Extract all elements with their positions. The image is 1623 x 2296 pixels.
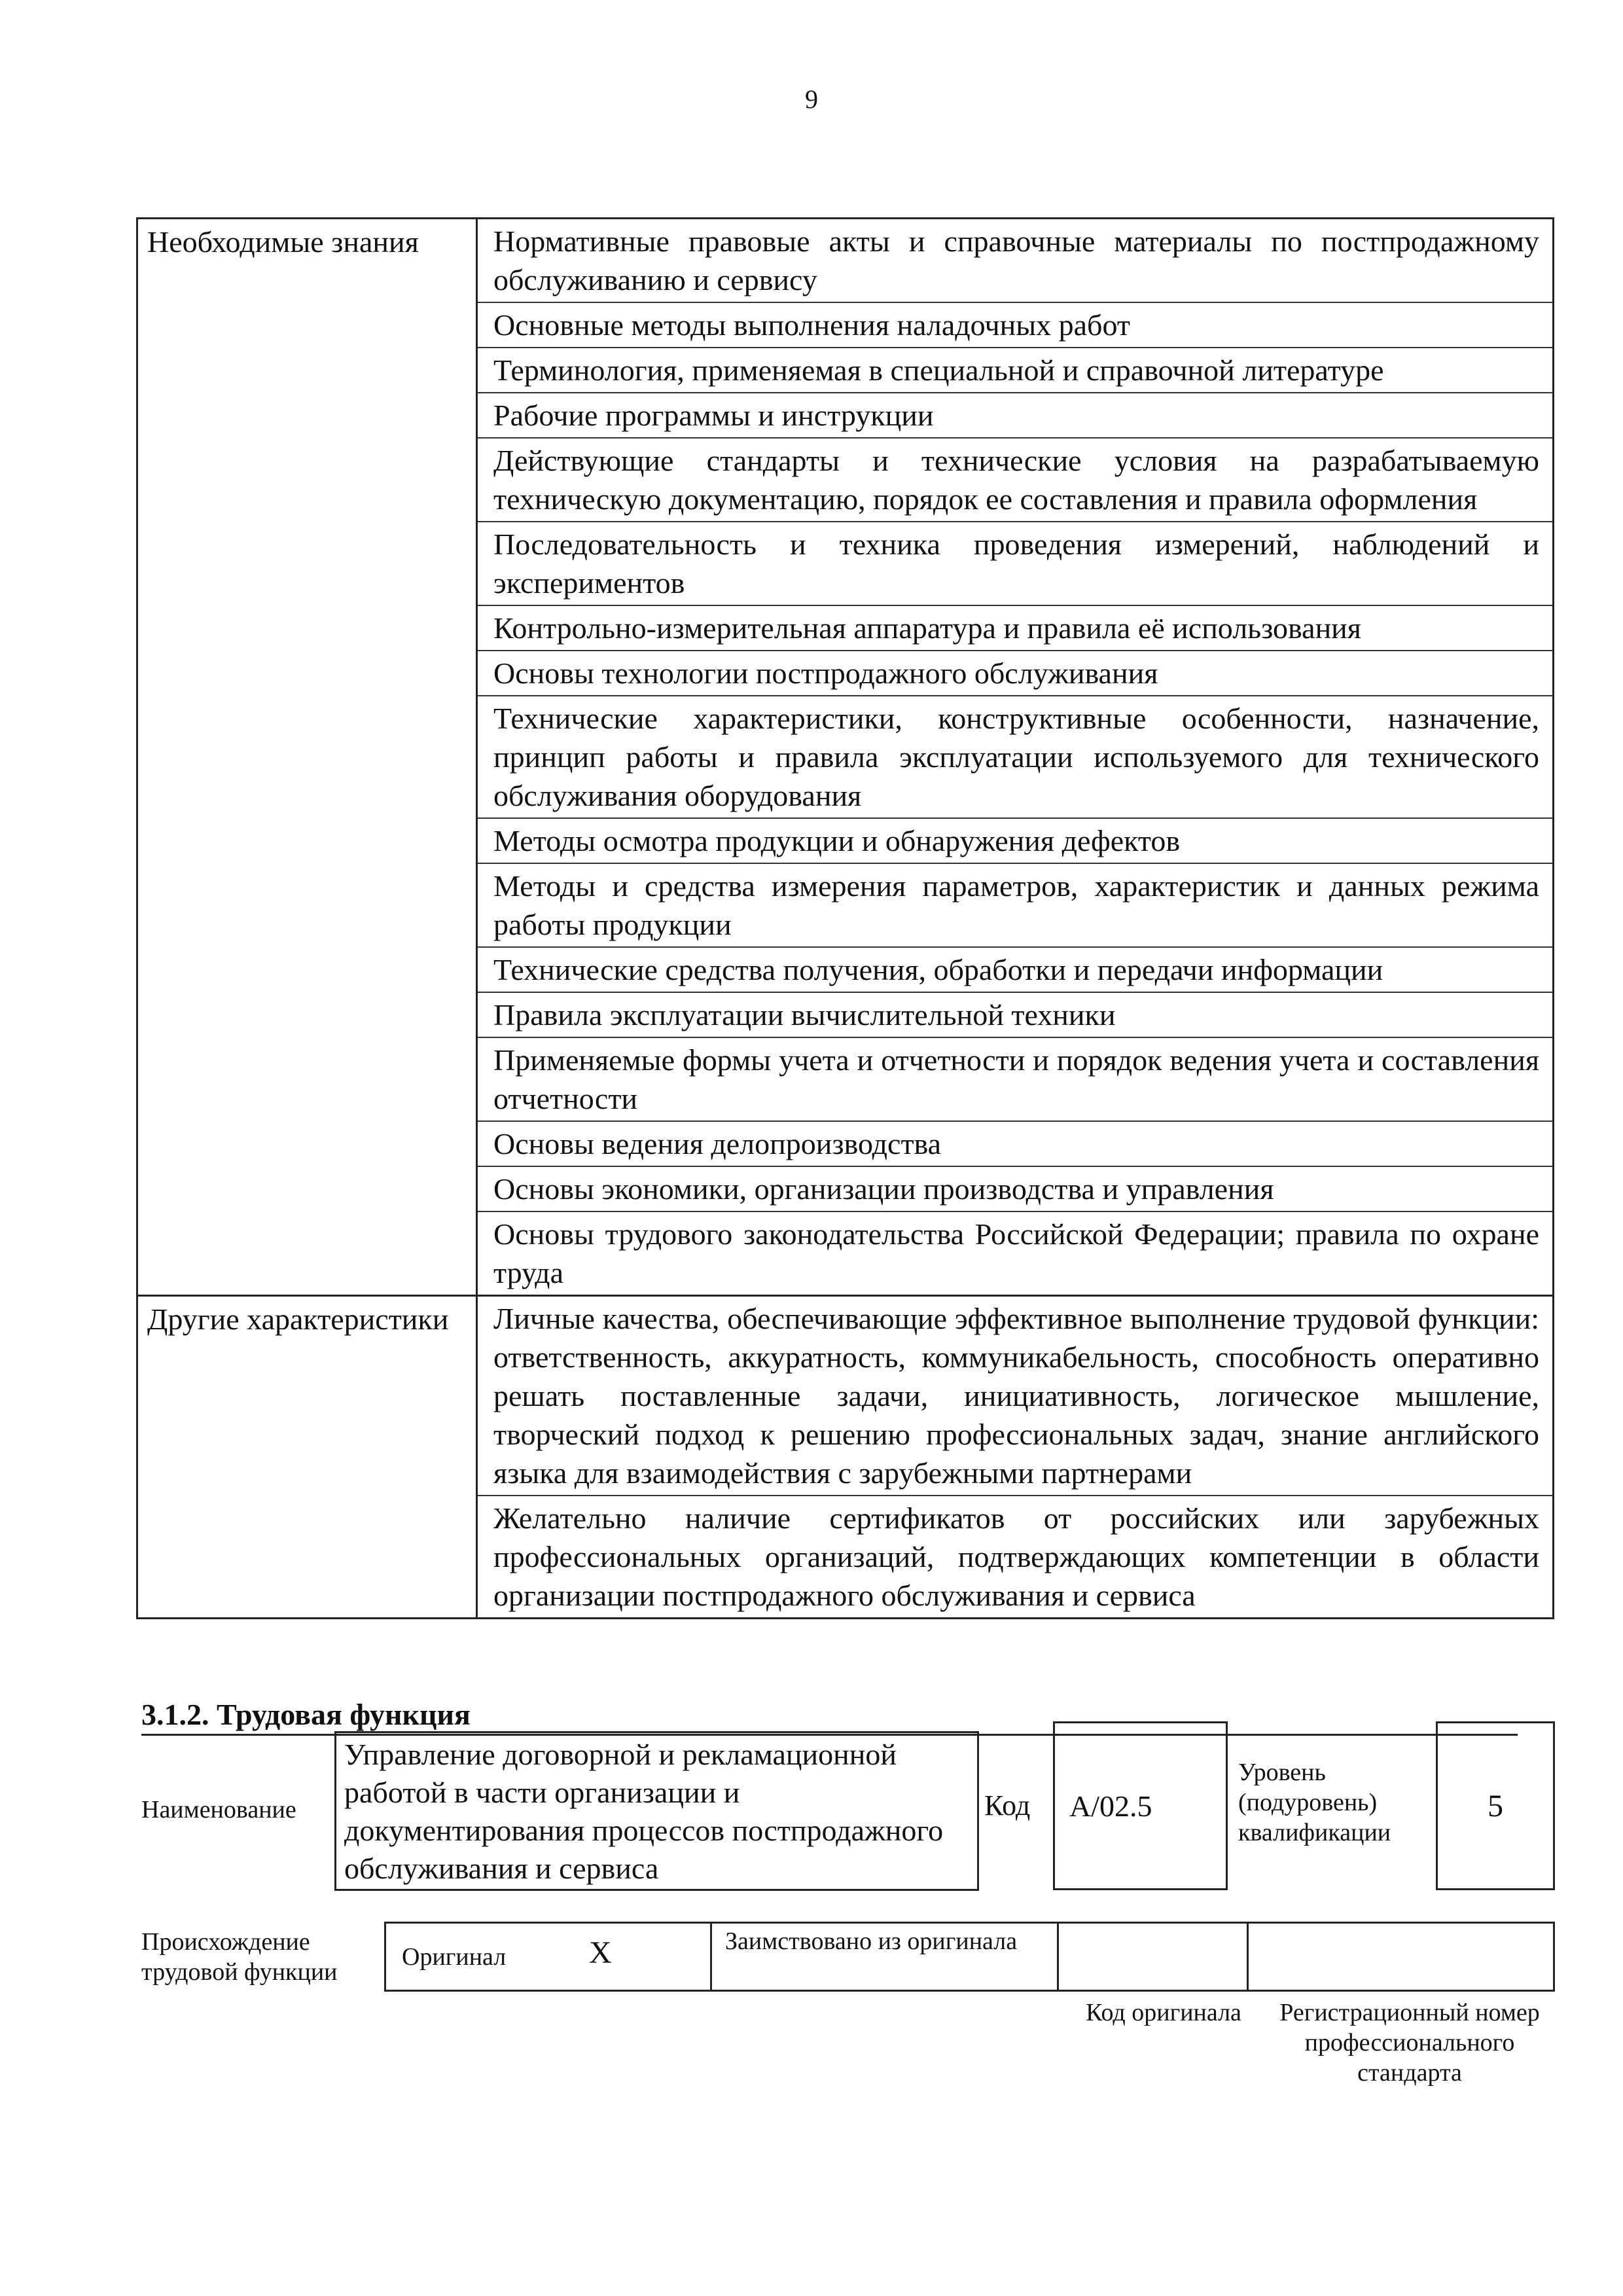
requirement-item: Действующие стандарты и технические условия на разрабатываемую техническую документацию, порядок ее составления и правила оформления (478, 437, 1552, 521)
borrowed-cell (712, 1924, 1059, 1990)
requirement-item: Рабочие программы и инструкции (478, 392, 1552, 437)
function-name-box: Управление договорной и рекламационной работой в части организации и документирования процессов постпродажного обслуживания и сервиса (334, 1731, 979, 1891)
code-value: А/02.5 (1053, 1721, 1228, 1890)
requirement-item: Личные качества, обеспечивающие эффективное выполнение трудовой функции: ответственность, аккуратность, коммуникабельность, способность оперативно решать поставленные задачи, инициативность, логическое мышление, творческий подход к решению профессиональных задач, знание английского языка для взаимодействия с зарубежными партнерами (493, 1302, 1539, 1490)
other-characteristics-label: Другие характеристики (138, 1297, 478, 1617)
requirement-item: Применяемые формы учета и отчетности и порядок ведения учета и составления отчетности (478, 1037, 1552, 1121)
requirement-item: Основы трудового законодательства Российской Федерации; правила по охране труда (478, 1211, 1552, 1295)
code-label: Код (984, 1789, 1031, 1821)
requirement-item: Основные методы выполнения наладочных работ (478, 302, 1552, 347)
requirement-item: Желательно наличие сертификатов от российских или зарубежных профессиональных организаций, подтверждающих компетенции в области организации постпродажного обслуживания и сервиса (478, 1495, 1552, 1617)
requirement-item: Методы осмотра продукции и обнаружения дефектов (478, 817, 1552, 863)
borrowed-label: Заимствовано из оригинала (725, 1928, 1018, 1955)
requirement-item: Последовательность и техника проведения измерений, наблюдений и экспериментов (478, 521, 1552, 605)
original-cell (386, 1924, 712, 1990)
labor-function-heading: 3.1.2. Трудовая функция (141, 1698, 471, 1731)
name-label: Наименование (141, 1796, 296, 1823)
requirements-table (136, 217, 1554, 1619)
requirement-item: Основы ведения делопроизводства (478, 1121, 1552, 1166)
code-original-caption: Код оригинала (1086, 1999, 1241, 2026)
other-characteristics-items (478, 1297, 1552, 1617)
reg-number-caption: Регистрационный номер профессионального стандарта (1279, 1999, 1540, 2087)
requirement-item: Основы экономики, организации производства и управления (478, 1166, 1552, 1211)
requirement-item: Основы технологии постпродажного обслуживания (478, 650, 1552, 695)
origin-label: Происхождение трудовой функции (141, 1928, 338, 1986)
requirement-item: Правила эксплуатации вычислительной техники (478, 992, 1552, 1037)
requirement-item: Нормативные правовые акты и справочные материалы по постпродажному обслуживанию и сервису (493, 224, 1539, 296)
knowledge-section (138, 219, 1552, 1295)
requirement-item: Технические средства получения, обработки и передачи информации (478, 946, 1552, 992)
requirement-item: Технические характеристики, конструктивные особенности, назначение, принцип работы и правила эксплуатации используемого для технического обслуживания оборудования (478, 695, 1552, 817)
origin-table (384, 1922, 1555, 1992)
requirement-item: Методы и средства измерения параметров, характеристик и данных режима работы продукции (478, 863, 1552, 946)
level-value: 5 (1436, 1721, 1555, 1890)
reg-number-cell (1249, 1924, 1553, 1990)
original-label: Оригинал (402, 1943, 507, 1971)
other-characteristics-section (138, 1295, 1552, 1617)
knowledge-items (478, 219, 1552, 1295)
requirement-item: Терминология, применяемая в специальной и справочной литературе (478, 347, 1552, 392)
original-mark: X (589, 1935, 612, 1970)
requirement-item: Контрольно-измерительная аппаратура и правила её использования (478, 605, 1552, 650)
level-label: Уровень (подуровень) квалификации (1238, 1759, 1391, 1846)
knowledge-label: Необходимые знания (138, 219, 478, 1295)
page-number: 9 (805, 84, 818, 114)
code-original-cell (1059, 1924, 1249, 1990)
